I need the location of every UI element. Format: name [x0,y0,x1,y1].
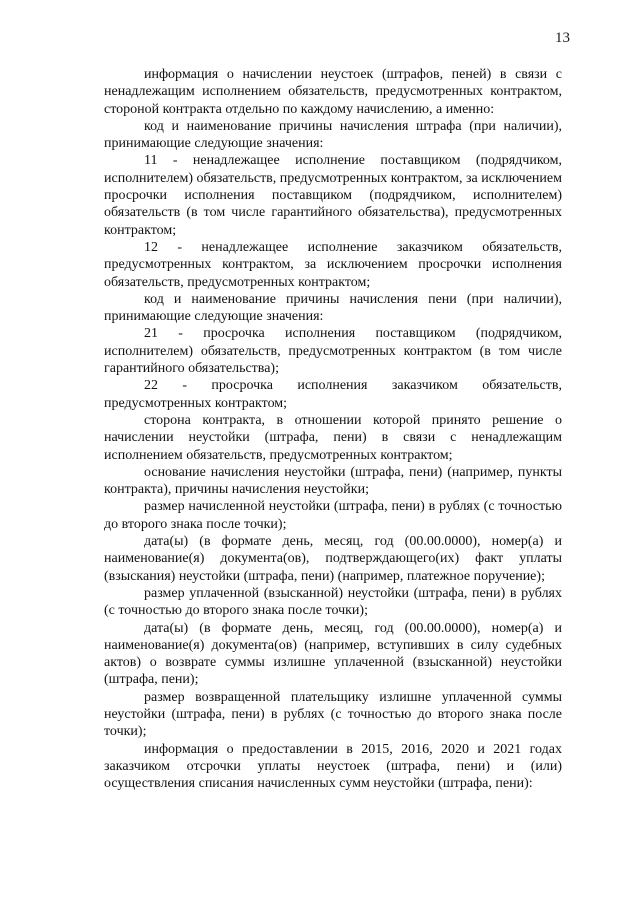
paragraph: размер начисленной неустойки (штрафа, пени) в рублях (с точностью до второго знака после точки); [104,499,562,532]
paragraph: сторона контракта, в отношении которой принято решение о начислении неустойки (штрафа, пени) в связи с ненадлежащим исполнением обязательств, предусмотренных контрактом; [104,412,562,463]
paragraph: 22 - просрочка исполнения заказчиком обязательств, предусмотренных контрактом; [104,378,562,411]
paragraph: дата(ы) (в формате день, месяц, год (00.00.0000), номер(а) и наименование(я) документа(ов), подтверждающего(их) факт уплаты (взыскания) неустойки (штрафа, пени) (например, платежное поручение); [104,534,562,584]
page-number: 13 [555,30,570,46]
paragraph: размер возвращенной плательщику излишне уплаченной суммы неустойки (штрафа, пени) в рублях (с точностью до второго знака после точки); [104,689,562,740]
paragraph: информация о предоставлении в 2015, 2016, 2020 и 2021 годах заказчиком отсрочки уплаты неустоек (штрафа, пени) и (или) осуществления списания начисленных сумм неустойки (штрафа, пени): [104,741,562,792]
paragraph: 11 - ненадлежащее исполнение поставщиком (подрядчиком, исполнителем) обязательств, предусмотренных контрактом, за исключением просрочки исполнения поставщиком (подрядчиком, исполнителем) обязательств (в том числе гарантийного обязательства), предусмотренных контрактом; [104,153,562,238]
paragraph: код и наименование причины начисления пени (при наличии), принимающие следующие значения: [104,291,562,325]
paragraph: 12 - ненадлежащее исполнение заказчиком обязательств, предусмотренных контрактом, за исключением просрочки исполнения обязательств, предусмотренных контрактом; [104,239,562,290]
paragraph: дата(ы) (в формате день, месяц, год (00.00.0000), номер(а) и наименование(я) документа(ов) (например, вступивших в силу судебных актов) о возврате суммы излишне уплаченной (взысканной) неустойки (штрафа, пени); [104,620,562,688]
paragraph: 21 - просрочка исполнения поставщиком (подрядчиком, исполнителем) обязательств, предусмотренных контрактом (в том числе гарантийного обязательства); [104,326,562,377]
paragraph: основание начисления неустойки (штрафа, пени) (например, пункты контракта), причины начисления неустойки; [104,464,562,498]
paragraph: размер уплаченной (взысканной) неустойки (штрафа, пени) в рублях (с точностью до второго знака после точки); [104,585,562,619]
paragraph: информация о начислении неустоек (штрафов, пеней) в связи с ненадлежащим исполнением обязательств, предусмотренных контрактом, стороной контракта отдельно по каждому начислению, а именно: [104,67,562,117]
paragraph: код и наименование причины начисления штрафа (при наличии), принимающие следующие значения: [104,118,562,152]
document-body [104,66,562,792]
